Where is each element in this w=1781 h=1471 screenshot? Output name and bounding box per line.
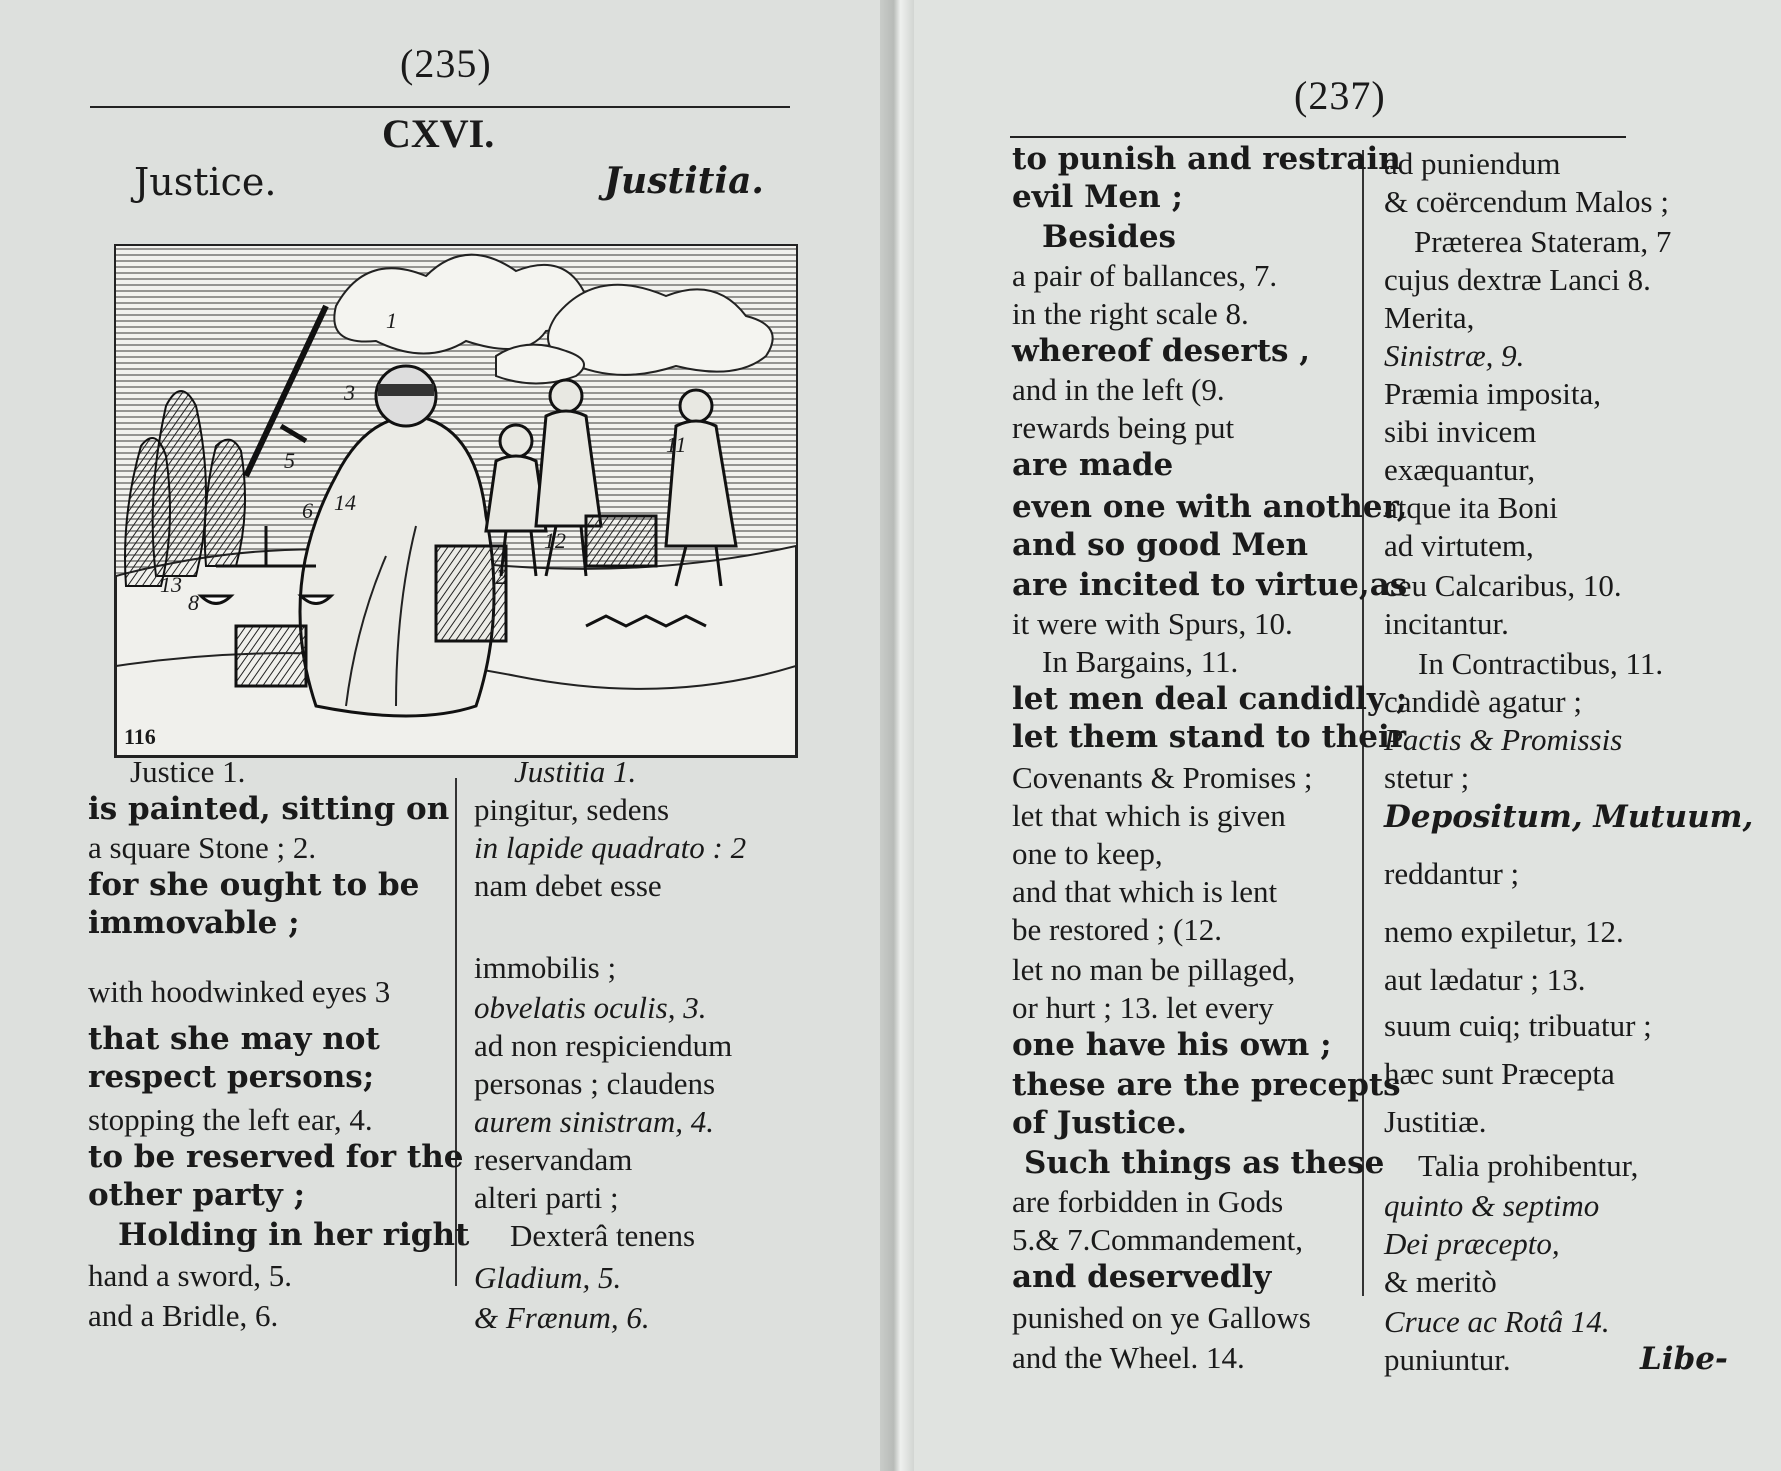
figure-label: 8	[188, 590, 199, 615]
text-line: ad non respiciendum	[474, 1028, 733, 1063]
text-line: exæquantur,	[1384, 452, 1536, 487]
text-line: & Frænum, 6.	[474, 1300, 650, 1335]
page-number: (235)	[400, 41, 492, 86]
text-line: personas ; claudens	[474, 1066, 716, 1101]
text-line: hand a sword, 5.	[88, 1258, 293, 1293]
text-line: punished on ye Gallows	[1012, 1300, 1311, 1335]
text-line: cujus dextræ Lanci 8.	[1384, 262, 1651, 297]
text-line: Depositum, Mutuum,	[1384, 799, 1754, 835]
plate-number: 116	[124, 724, 156, 749]
woodcut-illustration	[116, 246, 796, 756]
figure-label: 13	[160, 572, 182, 597]
text-line: in the right scale 8.	[1012, 296, 1249, 331]
text-line: it were with Spurs, 10.	[1012, 606, 1293, 641]
text-line: are made	[1012, 447, 1174, 483]
text-line: reservandam	[474, 1142, 633, 1177]
text-line: to punish and restrain	[1012, 141, 1401, 177]
text-line: these are the precepts	[1012, 1067, 1401, 1103]
text-line: immobilis ;	[474, 950, 617, 985]
figure-label: 2	[496, 564, 507, 589]
text-line: let men deal candidly ;	[1012, 681, 1408, 717]
text-line: is painted, sitting on	[88, 791, 450, 827]
text-line: let that which is given	[1012, 798, 1286, 833]
text-line: let no man be pillaged,	[1012, 952, 1296, 987]
text-line: incitantur.	[1384, 606, 1509, 641]
header-rule	[1010, 136, 1626, 138]
text-line: let them stand to their	[1012, 719, 1407, 755]
text-line: Præterea Stateram, 7	[1414, 224, 1672, 259]
text-line: reddantur ;	[1384, 856, 1520, 891]
text-line: Covenants & Promises ;	[1012, 760, 1313, 795]
right-page	[914, 0, 1781, 1471]
text-line: and the Wheel. 14.	[1012, 1340, 1245, 1375]
text-line: a square Stone ; 2.	[88, 830, 317, 865]
text-line: or hurt ; 13. let every	[1012, 990, 1274, 1025]
text-line: Dei præcepto,	[1384, 1226, 1560, 1261]
text-line: for she ought to be	[88, 867, 420, 903]
text-line: Talia prohibentur,	[1418, 1148, 1639, 1183]
text-line: Justitia 1.	[514, 754, 637, 789]
text-line: aut lædatur ; 13.	[1384, 962, 1586, 997]
text-line: with hoodwinked eyes 3	[88, 974, 391, 1009]
text-line: Merita,	[1384, 300, 1475, 335]
text-line: aurem sinistram, 4.	[474, 1104, 714, 1139]
title-english: Justice.	[134, 160, 277, 204]
text-line: stopping the left ear, 4.	[88, 1102, 373, 1137]
column-divider	[455, 778, 457, 1286]
text-line: Pactis & Promissis	[1384, 722, 1623, 757]
text-line: puniuntur.	[1384, 1342, 1511, 1377]
title-latin: Justitia.	[604, 160, 764, 202]
figure-label: 5	[284, 448, 295, 473]
text-line: & coërcendum Malos ;	[1384, 184, 1669, 219]
text-line: one have his own ;	[1012, 1027, 1332, 1063]
text-line: be restored ; (12.	[1012, 912, 1223, 947]
text-line: Such things as these	[1024, 1145, 1385, 1181]
text-line: Dexterâ tenens	[510, 1218, 696, 1253]
text-line: ceu Calcaribus, 10.	[1384, 568, 1622, 603]
text-line: sibi invicem	[1384, 414, 1537, 449]
text-line: one to keep,	[1012, 836, 1163, 871]
text-line: candidè agatur ;	[1384, 684, 1582, 719]
text-line: ad virtutem,	[1384, 528, 1534, 563]
text-line: and that which is lent	[1012, 874, 1278, 909]
text-line: of Justice.	[1012, 1105, 1187, 1141]
text-line: stetur ;	[1384, 760, 1470, 795]
text-line: obvelatis oculis, 3.	[474, 990, 707, 1025]
text-line: and a Bridle, 6.	[88, 1298, 279, 1333]
text-line: are forbidden in Gods	[1012, 1184, 1284, 1219]
text-line: quinto & septimo	[1384, 1188, 1600, 1223]
text-line: Præmia imposita,	[1384, 376, 1601, 411]
chapter-number: CXVI.	[382, 111, 495, 156]
figure-label: 12	[544, 528, 566, 553]
figure-label: 3	[344, 380, 355, 405]
text-line: rewards being put	[1012, 410, 1235, 445]
text-line: whereof deserts ,	[1012, 333, 1311, 369]
figure-label: 14	[334, 490, 356, 515]
text-line: atque ita Boni	[1384, 490, 1558, 525]
text-line: 5.& 7.Commandement,	[1012, 1222, 1304, 1257]
text-line: Holding in her right	[118, 1217, 470, 1253]
text-line: other party ;	[88, 1177, 306, 1213]
text-line: alteri parti ;	[474, 1180, 619, 1215]
text-line: pingitur, sedens	[474, 792, 670, 827]
text-line: and in the left (9.	[1012, 372, 1225, 407]
text-line: a pair of ballances, 7.	[1012, 258, 1278, 293]
left-page	[0, 0, 880, 1471]
text-line: Justice 1.	[130, 754, 246, 789]
text-line: In Bargains, 11.	[1042, 644, 1239, 679]
text-line: suum cuiq; tribuatur ;	[1384, 1008, 1652, 1043]
text-line: Cruce ac Rotâ 14.	[1384, 1304, 1610, 1339]
page-number: (237)	[1294, 73, 1386, 118]
text-line: Besides	[1042, 219, 1177, 255]
text-line: & meritò	[1384, 1264, 1497, 1299]
text-line: immovable ;	[88, 905, 300, 941]
text-line: nemo expiletur, 12.	[1384, 914, 1624, 949]
catchword: Libe-	[1640, 1341, 1728, 1377]
text-line: evil Men ;	[1012, 179, 1183, 215]
text-line: that she may not	[88, 1021, 380, 1057]
header-rule	[90, 106, 790, 108]
text-line: and deservedly	[1012, 1259, 1272, 1295]
text-line: and so good Men	[1012, 527, 1309, 563]
book-gutter	[880, 0, 914, 1471]
figure-label: 6	[302, 498, 313, 523]
text-line: even one with another,	[1012, 489, 1408, 525]
text-line: are incited to virtue,as	[1012, 567, 1408, 603]
text-line: Sinistræ, 9.	[1384, 338, 1525, 373]
text-line: Justitiæ.	[1384, 1104, 1487, 1139]
text-line: hæc sunt Præcepta	[1384, 1056, 1615, 1091]
justice-woodcut	[114, 244, 798, 758]
text-line: to be reserved for the	[88, 1139, 464, 1175]
figure-label: 11	[666, 432, 687, 457]
text-line: in lapide quadrato : 2	[474, 830, 747, 865]
figure-label: 1	[386, 308, 397, 333]
text-line: respect persons;	[88, 1059, 375, 1095]
text-line: nam debet esse	[474, 868, 662, 903]
text-line: In Contractibus, 11.	[1418, 646, 1664, 681]
text-line: ad puniendum	[1384, 146, 1561, 181]
text-line: Gladium, 5.	[474, 1260, 622, 1295]
